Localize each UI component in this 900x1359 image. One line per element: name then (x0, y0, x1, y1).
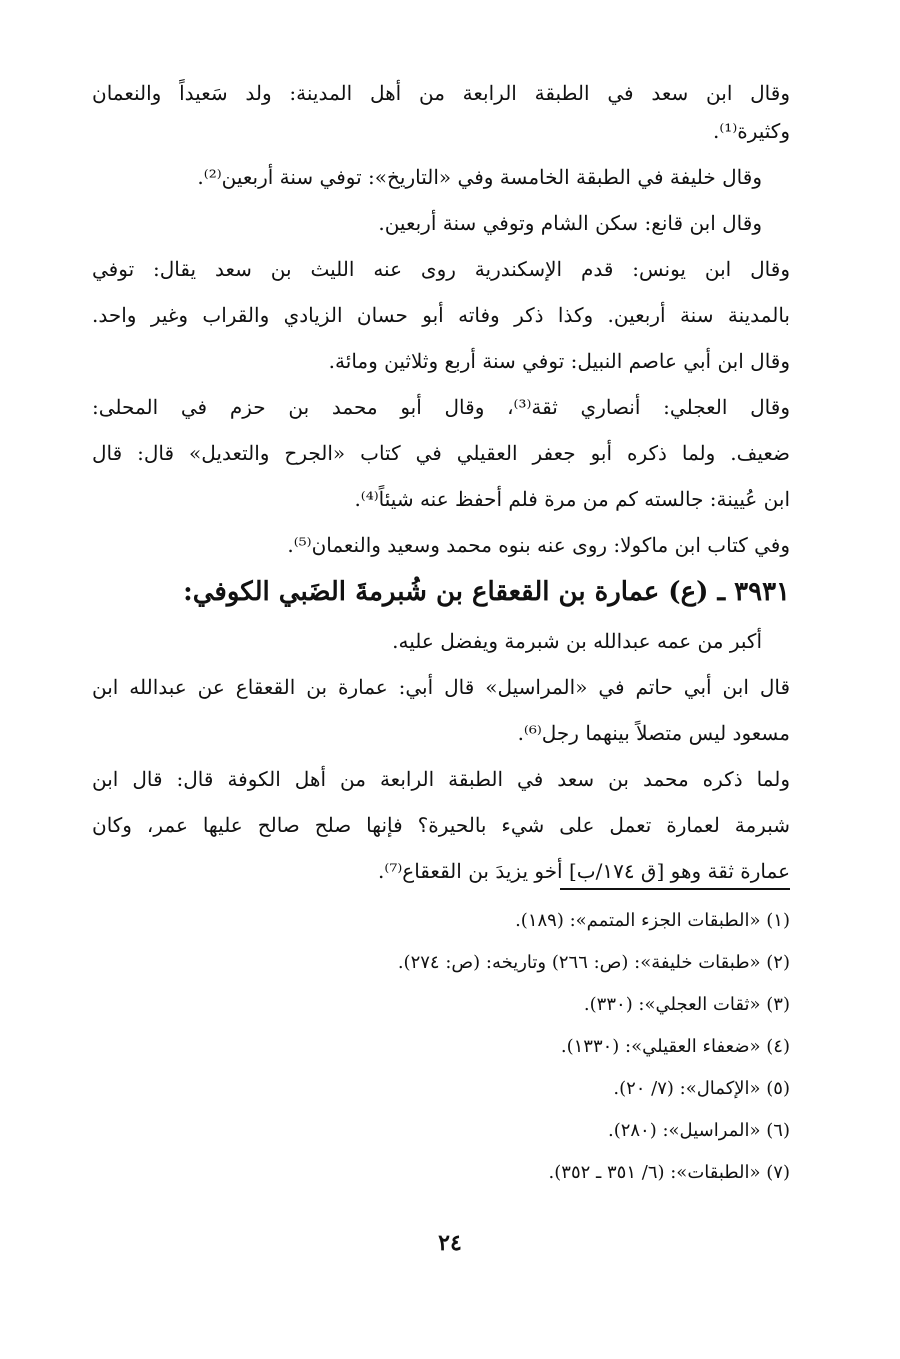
footnote-divider (560, 888, 790, 890)
footnote: (٣) «ثقات العجلي»: (٣٣٠). (583, 994, 790, 1015)
footnote: (٥) «الإكمال»: (٧/ ٢٠). (613, 1078, 790, 1099)
text-line: ابن عُيينة: جالسته كم من مرة فلم أحفظ عنه شيئاً⁽⁴⁾. (354, 487, 790, 511)
text-line: وقال العجلي: أنصاري ثقة⁽³⁾، وقال أبو محمد بن حزم في المحلى: (92, 395, 790, 419)
text-line: وقال ابن سعد في الطبقة الرابعة من أهل المدينة: ولد سَعيداً والنعمان (92, 81, 790, 105)
text-line: ضعيف. ولما ذكره أبو جعفر العقيلي في كتاب «الجرح والتعديل» قال: قال (92, 441, 790, 465)
page-number: ٢٤ (438, 1230, 462, 1256)
text-line: بالمدينة سنة أربعين. وكذا ذكر وفاته أبو حسان الزيادي والقراب وغير واحد. (92, 303, 790, 327)
footnote: (٤) «ضعفاء العقيلي»: (١٣٣٠). (560, 1036, 790, 1057)
text-line: وفي كتاب ابن ماكولا: روى عنه بنوه محمد وسعيد والنعمان⁽⁵⁾. (287, 533, 790, 557)
text-line: وقال ابن أبي عاصم النبيل: توفي سنة أربع وثلاثين ومائة. (328, 349, 790, 373)
text-line: أكبر من عمه عبدالله بن شبرمة ويفضل عليه. (392, 629, 762, 653)
footnote: (٦) «المراسيل»: (٢٨٠). (607, 1120, 790, 1141)
text-line: قال ابن أبي حاتم في «المراسيل» قال أبي: عمارة بن القعقاع عن عبدالله ابن (92, 675, 790, 699)
text-line: شبرمة لعمارة تعمل على شيء بالحيرة؟ فإنها صلح صالح عليها عمر، وكان (92, 813, 790, 837)
text-line: وقال ابن قانع: سكن الشام وتوفي سنة أربعين. (378, 211, 762, 235)
text-line: وكثيرة⁽¹⁾. (713, 119, 790, 143)
footnote: (١) «الطبقات الجزء المتمم»: (١٨٩). (515, 910, 790, 931)
footnote: (٢) «طبقات خليفة»: (ص: ٢٦٦) وتاريخه: (ص: ٢٧٤). (397, 952, 790, 973)
text-line: وقال خليفة في الطبقة الخامسة وفي «التاريخ»: توفي سنة أربعين⁽²⁾. (197, 165, 762, 189)
text-line: مسعود ليس متصلاً بينهما رجل⁽⁶⁾. (517, 721, 790, 745)
text-line: وقال ابن يونس: قدم الإسكندرية روى عنه الليث بن سعد يقال: توفي (92, 257, 790, 281)
footnote: (٧) «الطبقات»: (٦/ ٣٥١ ـ ٣٥٢). (548, 1162, 790, 1183)
text-line: ولما ذكره محمد بن سعد في الطبقة الرابعة من أهل الكوفة قال: قال ابن (92, 767, 790, 791)
text-line: عمارة ثقة وهو [ق ١٧٤/ب] أخو يزيدَ بن القعقاع⁽⁷⁾. (378, 859, 790, 883)
entry-title: ٣٩٣١ ـ (ع) عمارة بن القعقاع بن شُبرمةَ الضَبي الكوفي: (183, 577, 790, 607)
